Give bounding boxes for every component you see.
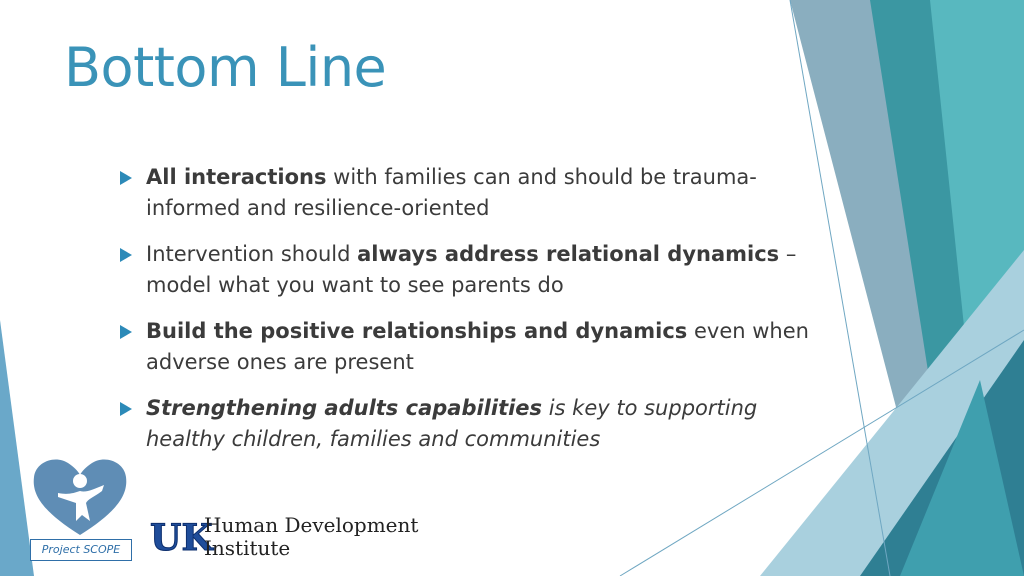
uk-monogram-icon — [150, 514, 213, 559]
bullet-text-segment: All interactions — [146, 165, 327, 189]
bullet-arrow-icon — [120, 171, 132, 185]
bullet-item — [118, 162, 818, 224]
bullet-arrow-icon — [120, 402, 132, 416]
bullet-text-segment: Strengthening adults capabilities — [146, 396, 543, 420]
bullet-text-segment: with families can and should be trauma-informed and resilience-oriented — [146, 165, 757, 220]
bullet-item — [118, 393, 818, 455]
bullet-text-segment: even when adverse ones are present — [146, 319, 809, 374]
project-scope-logo — [30, 455, 130, 567]
bullet-arrow-icon — [120, 325, 132, 339]
slide-title: Bottom Line — [64, 36, 387, 99]
bullet-text-segment: is key to supporting healthy children, families and communities — [146, 396, 758, 451]
bullet-item — [118, 239, 818, 301]
bullet-item — [118, 316, 818, 378]
bullet-text-segment: always address relational dynamics — [357, 242, 780, 266]
bullet-text-segment: – model what you want to see parents do — [146, 242, 797, 297]
deco-shape-left-strip — [0, 320, 34, 576]
bullet-list — [118, 162, 818, 470]
hdi-line-1: Human Development — [204, 513, 419, 537]
hdi-name — [204, 514, 418, 560]
bullet-text-segment: Intervention should — [146, 242, 358, 266]
uk-monogram-text: UK — [150, 517, 213, 559]
uk-hdi-logo — [150, 514, 450, 564]
hdi-line-2: Institute — [204, 536, 291, 560]
heart-icon — [30, 455, 130, 541]
project-scope-label: Project SCOPE — [30, 539, 132, 561]
bullet-text-segment: Build the positive relationships and dynamics — [146, 319, 688, 343]
bullet-arrow-icon — [120, 248, 132, 262]
